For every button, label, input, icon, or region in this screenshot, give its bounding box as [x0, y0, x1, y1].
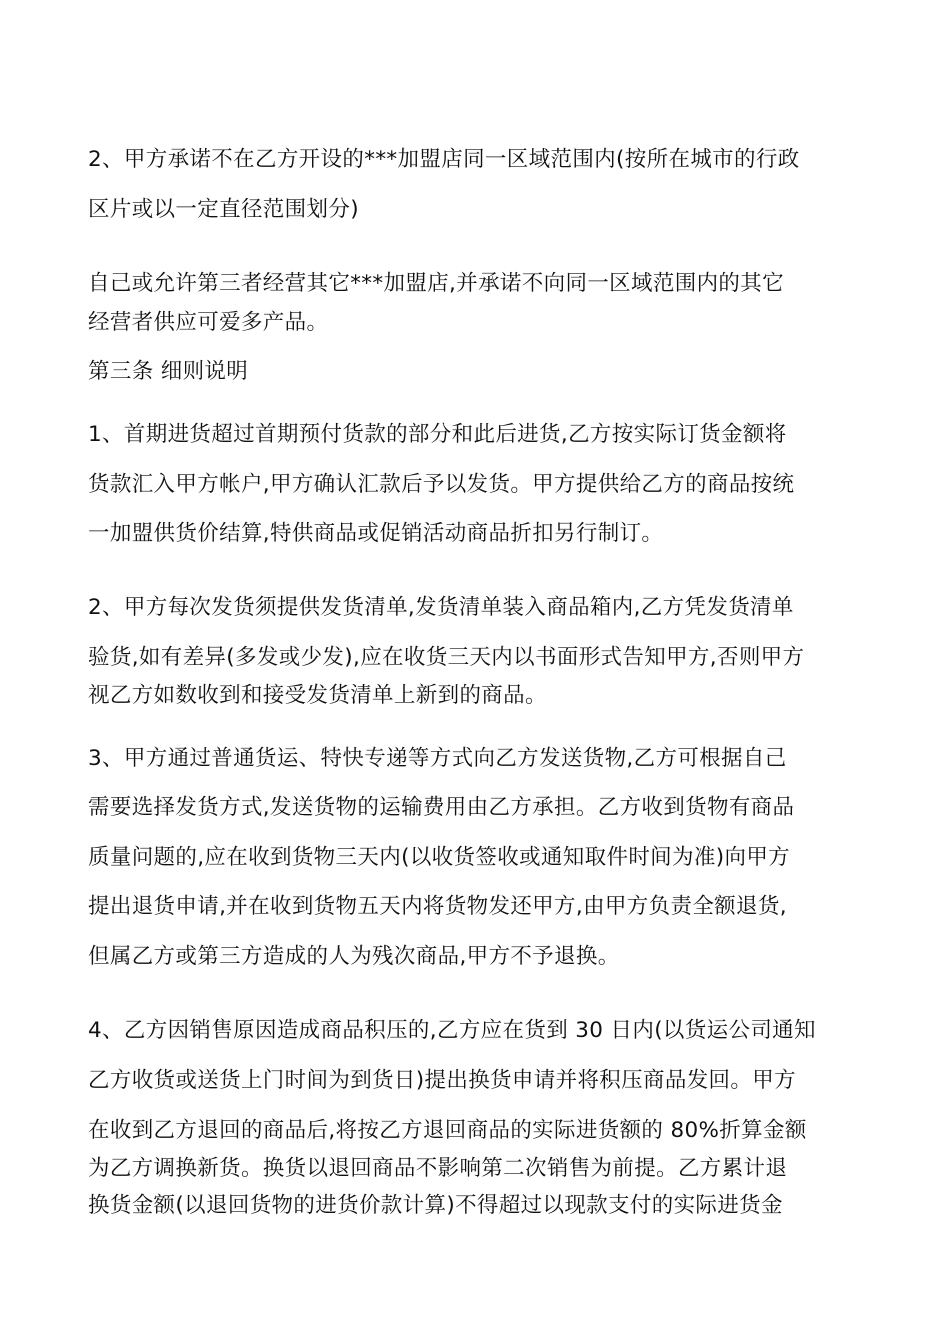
text-line: 1、首期进货超过首期预付货款的部分和此后进货,乙方按实际订货金额将: [88, 422, 787, 447]
text-line: 2、甲方每次发货须提供发货清单,发货清单装入商品箱内,乙方凭发货清单: [88, 595, 794, 620]
text-line: 经营者供应可爱多产品。: [88, 310, 329, 335]
text-line: 验货,如有差异(多发或少发),应在收货三天内以书面形式告知甲方,否则甲方: [88, 645, 805, 670]
text-line: 货款汇入甲方帐户,甲方确认汇款后予以发货。甲方提供给乙方的商品按统: [88, 472, 795, 497]
text-line: 2、甲方承诺不在乙方开设的***加盟店同一区域范围内(按所在城市的行政: [88, 147, 800, 172]
text-line: 但属乙方或第三方造成的人为残次商品,甲方不予退换。: [88, 944, 620, 969]
text-line: 在收到乙方退回的商品后,将按乙方退回商品的实际进货额的 80%折算金额: [88, 1118, 807, 1143]
text-line: 视乙方如数收到和接受发货清单上新到的商品。: [88, 683, 547, 708]
text-line: 需要选择发货方式,发送货物的运输费用由乙方承担。乙方收到货物有商品: [88, 795, 795, 820]
text-line: 换货金额(以退回货物的进货价款计算)不得超过以现款支付的实际进货金: [88, 1193, 783, 1218]
text-line: 为乙方调换新货。换货以退回商品不影响第二次销售为前提。乙方累计退: [88, 1156, 788, 1181]
text-line: 3、甲方通过普通货运、特快专递等方式向乙方发送货物,乙方可根据自己: [88, 746, 787, 771]
text-line: 提出退货申请,并在收到货物五天内将货物发还甲方,由甲方负责全额退货,: [88, 894, 787, 919]
section-heading: 第三条 细则说明: [88, 359, 249, 384]
text-line: 乙方收货或送货上门时间为到货日)提出换货申请并将积压商品发回。甲方: [88, 1068, 796, 1093]
text-line: 一加盟供货价结算,特供商品或促销活动商品折扣另行制订。: [88, 521, 664, 546]
text-line: 质量问题的,应在收到货物三天内(以收货签收或通知取件时间为准)向甲方: [88, 845, 791, 870]
text-line: 4、乙方因销售原因造成商品积压的,乙方应在货到 30 日内(以货运公司通知: [88, 1018, 816, 1043]
text-line: 自己或允许第三者经营其它***加盟店,并承诺不向同一区域范围内的其它: [88, 271, 784, 296]
text-line: 区片或以一定直径范围划分): [88, 197, 359, 222]
